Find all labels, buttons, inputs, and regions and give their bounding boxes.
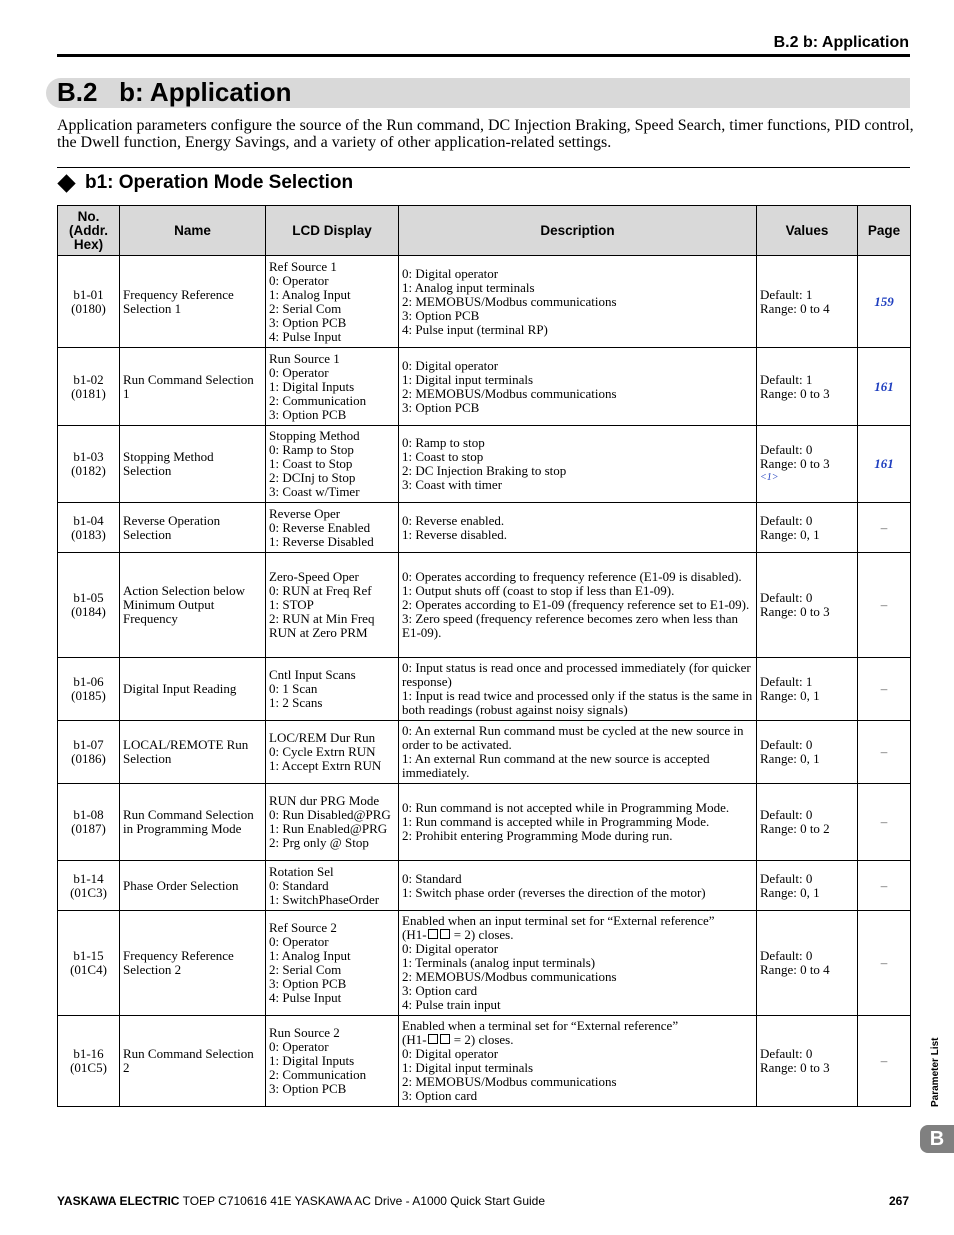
page-link[interactable]: 161 — [874, 456, 894, 471]
value-range: Range: 0, 1 — [760, 526, 820, 542]
column-header-page: Page — [858, 206, 911, 256]
values-cell — [757, 784, 858, 861]
page-cell — [858, 658, 911, 721]
lcd-line: 1: Run Enabled@PRG — [269, 821, 388, 836]
side-tab-label: Parameter List — [930, 1037, 941, 1107]
lcd-line: Rotation Sel — [269, 863, 334, 879]
default-value: Default: 0 — [760, 948, 813, 963]
lcd-line: 1: Analog Input — [269, 286, 351, 302]
value-range: Range: 0 to 2 — [760, 821, 830, 836]
column-header-name: Name — [120, 206, 266, 256]
param-number-cell — [58, 861, 120, 911]
param-number-cell — [58, 911, 120, 1016]
lcd-display-cell — [266, 861, 399, 911]
description-intro-suffix: = 2) closes. — [450, 927, 514, 942]
param-number: b1-03 — [73, 449, 104, 464]
description-cell — [399, 658, 757, 721]
description-line: 3: Coast with timer — [402, 477, 503, 492]
column-header-no: No. (Addr. Hex) — [58, 206, 120, 256]
page-dash: – — [880, 744, 888, 759]
parameter-table — [57, 205, 911, 1107]
description-line: 1: Digital input terminals — [402, 371, 534, 387]
description-line: 0: Digital operator — [402, 941, 499, 956]
table-row — [58, 861, 911, 911]
lcd-line: 3: Option PCB — [269, 976, 347, 991]
description-line: 0: Operates according to frequency reference (E1-09 is disabled). — [402, 569, 742, 584]
param-name: Action Selection below Minimum Output Frequency — [120, 553, 266, 658]
description-line: 0: Ramp to stop — [402, 435, 485, 450]
lcd-line: 1: 2 Scans — [269, 695, 323, 710]
lcd-line: 0: Ramp to Stop — [269, 442, 354, 457]
lcd-line: LOC/REM Dur Run — [269, 730, 376, 745]
section-rule — [57, 167, 910, 168]
lcd-display-cell — [266, 503, 399, 553]
default-value: Default: 1 — [760, 674, 813, 689]
page-dash: – — [880, 597, 888, 612]
page-dash: – — [880, 877, 888, 893]
values-cell — [757, 1016, 858, 1107]
table-row — [58, 721, 911, 784]
page-cell — [858, 503, 911, 553]
param-name: LOCAL/REMOTE Run Selection — [120, 721, 266, 784]
footer — [57, 1194, 545, 1208]
lcd-line: RUN dur PRG Mode — [269, 793, 380, 808]
column-header-lcd: LCD Display — [266, 206, 399, 256]
default-value: Default: 0 — [760, 590, 813, 605]
column-header-description: Description — [399, 206, 757, 256]
description-intro-terminal — [402, 928, 753, 942]
lcd-line: 3: Option PCB — [269, 314, 347, 330]
description-line: 3: Option PCB — [402, 307, 480, 323]
page-cell — [858, 553, 911, 658]
description-line: 0: Input status is read once and processed immediately (for quicker response) — [402, 660, 751, 689]
param-name: Frequency Reference Selection 2 — [120, 911, 266, 1016]
param-address: (0187) — [71, 821, 106, 836]
description-line: 1: Input is read twice and processed only if the status is the same in both readings (robust against noisy signals) — [402, 688, 753, 717]
description-line: 0: Run command is not accepted while in Programming Mode. — [402, 800, 730, 815]
values-cell — [757, 553, 858, 658]
running-header: B.2 b: Application — [773, 34, 909, 51]
lcd-line: 3: Option PCB — [269, 1081, 347, 1096]
lcd-line: 0: Operator — [269, 934, 329, 949]
param-number-cell — [58, 256, 120, 348]
description-cell — [399, 503, 757, 553]
param-name: Frequency Reference Selection 1 — [120, 256, 266, 348]
default-value: Default: 0 — [760, 737, 813, 752]
description-line: 1: An external Run command at the new source is accepted immediately. — [402, 751, 710, 780]
value-range: Range: 0 to 3 — [760, 1060, 830, 1075]
description-line: 2: Prohibit entering Programming Mode during run. — [402, 828, 673, 843]
description-line: 0: Reverse enabled. — [402, 512, 505, 528]
lcd-display-cell — [266, 1016, 399, 1107]
lcd-line: 2: Serial Com — [269, 962, 342, 977]
description-line: 2: MEMOBUS/Modbus communications — [402, 385, 617, 401]
param-number-cell — [58, 1016, 120, 1107]
page-cell — [858, 721, 911, 784]
page-cell — [858, 256, 911, 348]
description-line: 0: Digital operator — [402, 357, 499, 373]
param-name: Run Command Selection 1 — [120, 348, 266, 426]
param-number-cell — [58, 721, 120, 784]
lcd-line: 0: Reverse Enabled — [269, 519, 371, 535]
page-dash: – — [880, 814, 888, 829]
table-row — [58, 256, 911, 348]
lcd-line: 2: Serial Com — [269, 300, 342, 316]
param-address: (0183) — [71, 526, 106, 542]
description-cell — [399, 426, 757, 503]
diamond-bullet-icon — [57, 174, 75, 192]
description-line: 1: Switch phase order (reverses the direction of the motor) — [402, 884, 706, 900]
default-value: Default: 1 — [760, 286, 813, 302]
page-dash: – — [880, 1053, 888, 1068]
description-line: 0: Digital operator — [402, 1046, 499, 1061]
description-line: 3: Option card — [402, 983, 478, 998]
table-row — [58, 426, 911, 503]
description-cell — [399, 1016, 757, 1107]
param-number: b1-02 — [73, 371, 104, 387]
description-line: 2: Operates according to E1-09 (frequency reference set to E1-09). — [402, 597, 750, 612]
lcd-line: 0: Cycle Extrn RUN — [269, 744, 376, 759]
description-line: 4: Pulse train input — [402, 997, 501, 1012]
value-range: Range: 0 to 3 — [760, 385, 830, 401]
lcd-line: 2: Prg only @ Stop — [269, 835, 369, 850]
values-cell — [757, 911, 858, 1016]
page-number: 267 — [888, 1194, 909, 1208]
page-cell — [858, 911, 911, 1016]
section-title: b1: Operation Mode Selection — [85, 172, 354, 193]
default-value: Default: 0 — [760, 807, 813, 822]
param-address: (0186) — [71, 751, 106, 766]
description-cell — [399, 784, 757, 861]
description-line: 1: Digital input terminals — [402, 1060, 534, 1075]
lcd-line: 0: RUN at Freq Ref — [269, 583, 372, 598]
lcd-line: 1: Digital Inputs — [269, 1053, 355, 1068]
page-dash: – — [880, 681, 888, 696]
description-line: 1: Terminals (analog input terminals) — [402, 955, 596, 970]
param-number: b1-05 — [73, 590, 104, 605]
lcd-display-cell — [266, 658, 399, 721]
lcd-display-cell — [266, 426, 399, 503]
param-address: (0180) — [71, 300, 106, 316]
description-line: 2: MEMOBUS/Modbus communications — [402, 1074, 617, 1089]
placeholder-box-icon — [428, 1034, 438, 1044]
description-line: 3: Option PCB — [402, 399, 480, 415]
table-row — [58, 658, 911, 721]
lcd-line: 0: Operator — [269, 1039, 329, 1054]
lcd-line: 0: Run Disabled@PRG — [269, 807, 391, 822]
page-dash: – — [880, 519, 888, 535]
param-name: Reverse Operation Selection — [120, 503, 266, 553]
description-line: 1: Reverse disabled. — [402, 526, 508, 542]
description-cell — [399, 256, 757, 348]
value-range: Range: 0 to 3 — [760, 456, 830, 471]
lcd-line: 0: Standard — [269, 877, 329, 893]
lcd-display-cell — [266, 256, 399, 348]
description-intro: Enabled when a terminal set for “External reference” — [402, 1018, 679, 1033]
description-cell — [399, 911, 757, 1016]
param-number: b1-16 — [73, 1046, 104, 1061]
description-line: 1: Run command is accepted while in Programming Mode. — [402, 814, 710, 829]
description-line: 3: Option card — [402, 1088, 478, 1103]
param-number-cell — [58, 658, 120, 721]
placeholder-box-icon — [428, 929, 438, 939]
description-intro-terminal — [402, 1033, 753, 1047]
lcd-line: Stopping Method — [269, 428, 360, 443]
param-name: Phase Order Selection — [120, 861, 266, 911]
description-line: 0: Standard — [402, 870, 462, 886]
param-address: (0182) — [71, 463, 106, 478]
lcd-line: 2: DCInj to Stop — [269, 470, 356, 485]
param-address: (0185) — [71, 688, 106, 703]
lcd-line: Reverse Oper — [269, 505, 341, 521]
param-address: (0184) — [71, 604, 106, 619]
description-cell — [399, 348, 757, 426]
param-number-cell — [58, 426, 120, 503]
description-line: 4: Pulse input (terminal RP) — [402, 321, 548, 337]
description-intro: Enabled when an input terminal set for “External reference” — [402, 913, 715, 928]
page-cell — [858, 348, 911, 426]
table-row — [58, 1016, 911, 1107]
lcd-line: Run Source 1 — [269, 350, 340, 366]
intro-paragraph: Application parameters configure the source of the Run command, DC Injection Braking, Speed Search, timer functions, PID control, the Dwell function, Energy Savings, and a variety of other application-related settings. — [57, 117, 914, 151]
param-number-cell — [58, 348, 120, 426]
description-cell — [399, 721, 757, 784]
value-range: Range: 0, 1 — [760, 688, 820, 703]
page-link[interactable]: 159 — [874, 293, 894, 309]
lcd-line: 3: Option PCB — [269, 406, 347, 422]
lcd-line: 2: Communication — [269, 392, 367, 408]
param-number: b1-08 — [73, 807, 104, 822]
table-row — [58, 503, 911, 553]
lcd-display-cell — [266, 721, 399, 784]
values-cell — [757, 721, 858, 784]
lcd-display-cell — [266, 784, 399, 861]
description-intro-suffix: = 2) closes. — [450, 1032, 514, 1047]
description-intro-prefix: (H1- — [402, 927, 427, 942]
param-address: (01C4) — [70, 962, 107, 977]
default-value: Default: 0 — [760, 1046, 813, 1061]
lcd-line: Ref Source 2 — [269, 920, 337, 935]
description-line: 0: Digital operator — [402, 265, 499, 281]
page-cell — [858, 861, 911, 911]
value-range: Range: 0, 1 — [760, 884, 820, 900]
param-number: b1-14 — [73, 870, 104, 886]
lcd-line: 1: Reverse Disabled — [269, 533, 374, 549]
page-dash: – — [880, 955, 888, 970]
column-header-values: Values — [757, 206, 858, 256]
lcd-line: Cntl Input Scans — [269, 667, 356, 682]
param-number: b1-06 — [73, 674, 104, 689]
param-name: Digital Input Reading — [120, 658, 266, 721]
param-number: b1-07 — [73, 737, 104, 752]
placeholder-box-icon — [440, 1034, 450, 1044]
page-link[interactable]: 161 — [874, 378, 894, 394]
table-body — [58, 256, 911, 1107]
values-cell — [757, 256, 858, 348]
description-line: 1: Coast to stop — [402, 449, 484, 464]
value-range: Range: 0, 1 — [760, 751, 820, 766]
description-cell — [399, 861, 757, 911]
table-row — [58, 553, 911, 658]
param-number: b1-15 — [73, 948, 104, 963]
param-name: Run Command Selection in Programming Mode — [120, 784, 266, 861]
lcd-line: RUN at Zero PRM — [269, 625, 368, 640]
values-cell — [757, 503, 858, 553]
lcd-line: 4: Pulse Input — [269, 990, 342, 1005]
param-address: (0181) — [71, 385, 106, 401]
default-value: Default: 0 — [760, 442, 813, 457]
lcd-line: 1: STOP — [269, 597, 314, 612]
table-row — [58, 784, 911, 861]
lcd-display-cell — [266, 911, 399, 1016]
default-value: Default: 0 — [760, 512, 813, 528]
lcd-line: Zero-Speed Oper — [269, 569, 359, 584]
default-value: Default: 0 — [760, 870, 813, 886]
section-heading — [57, 172, 353, 194]
table-row — [58, 348, 911, 426]
lcd-display-cell — [266, 553, 399, 658]
page-cell — [858, 426, 911, 503]
param-number: b1-01 — [73, 286, 104, 302]
value-range: Range: 0 to 3 — [760, 604, 830, 619]
description-line: 2: MEMOBUS/Modbus communications — [402, 969, 617, 984]
footer-brand: YASKAWA ELECTRIC — [57, 1194, 180, 1208]
lcd-line: 1: Analog Input — [269, 948, 351, 963]
value-range: Range: 0 to 4 — [760, 962, 830, 977]
description-cell — [399, 553, 757, 658]
table-row — [58, 911, 911, 1016]
side-tab[interactable]: B — [920, 1125, 954, 1153]
page-title: B.2 b: Application — [57, 77, 292, 107]
footer-doc-title: TOEP C710616 41E YASKAWA AC Drive - A1000 Quick Start Guide — [182, 1194, 546, 1208]
lcd-line: 1: Coast to Stop — [269, 456, 353, 471]
values-cell — [757, 658, 858, 721]
lcd-display-cell — [266, 348, 399, 426]
description-line: 2: MEMOBUS/Modbus communications — [402, 293, 617, 309]
description-line: 1: Analog input terminals — [402, 279, 535, 295]
values-cell — [757, 348, 858, 426]
lcd-line: 2: RUN at Min Freq — [269, 611, 375, 626]
lcd-line: 0: 1 Scan — [269, 681, 318, 696]
lcd-line: 1: Accept Extrn RUN — [269, 758, 382, 773]
lcd-line: Ref Source 1 — [269, 258, 337, 274]
param-address: (01C5) — [70, 1060, 107, 1075]
table-header-row — [58, 206, 911, 256]
param-number-cell — [58, 784, 120, 861]
description-line: 3: Zero speed (frequency reference becomes zero when less than E1-09). — [402, 611, 739, 640]
param-number: b1-04 — [73, 512, 104, 528]
header-rule — [57, 54, 910, 57]
value-range: Range: 0 to 4 — [760, 300, 830, 316]
footnote-ref-link[interactable]: <1> — [760, 472, 779, 483]
param-name: Stopping Method Selection — [120, 426, 266, 503]
description-line: 2: DC Injection Braking to stop — [402, 463, 567, 478]
page-cell — [858, 784, 911, 861]
lcd-line: 1: Digital Inputs — [269, 378, 355, 394]
values-cell — [757, 861, 858, 911]
param-name: Run Command Selection 2 — [120, 1016, 266, 1107]
page-cell — [858, 1016, 911, 1107]
lcd-line: 0: Operator — [269, 272, 329, 288]
values-cell — [757, 426, 858, 503]
lcd-line: Run Source 2 — [269, 1025, 340, 1040]
lcd-line: 4: Pulse Input — [269, 328, 342, 344]
default-value: Default: 1 — [760, 371, 813, 387]
lcd-line: 2: Communication — [269, 1067, 367, 1082]
param-number-cell — [58, 553, 120, 658]
description-line: 0: An external Run command must be cycled at the new source in order to be activated. — [402, 723, 744, 752]
lcd-line: 0: Operator — [269, 364, 329, 380]
lcd-line: 3: Coast w/Timer — [269, 484, 360, 499]
param-address: (01C3) — [70, 884, 107, 900]
param-number-cell — [58, 503, 120, 553]
description-line: 1: Output shuts off (coast to stop if less than E1-09). — [402, 583, 675, 598]
placeholder-box-icon — [440, 929, 450, 939]
description-intro-prefix: (H1- — [402, 1032, 427, 1047]
lcd-line: 1: SwitchPhaseOrder — [269, 891, 380, 907]
